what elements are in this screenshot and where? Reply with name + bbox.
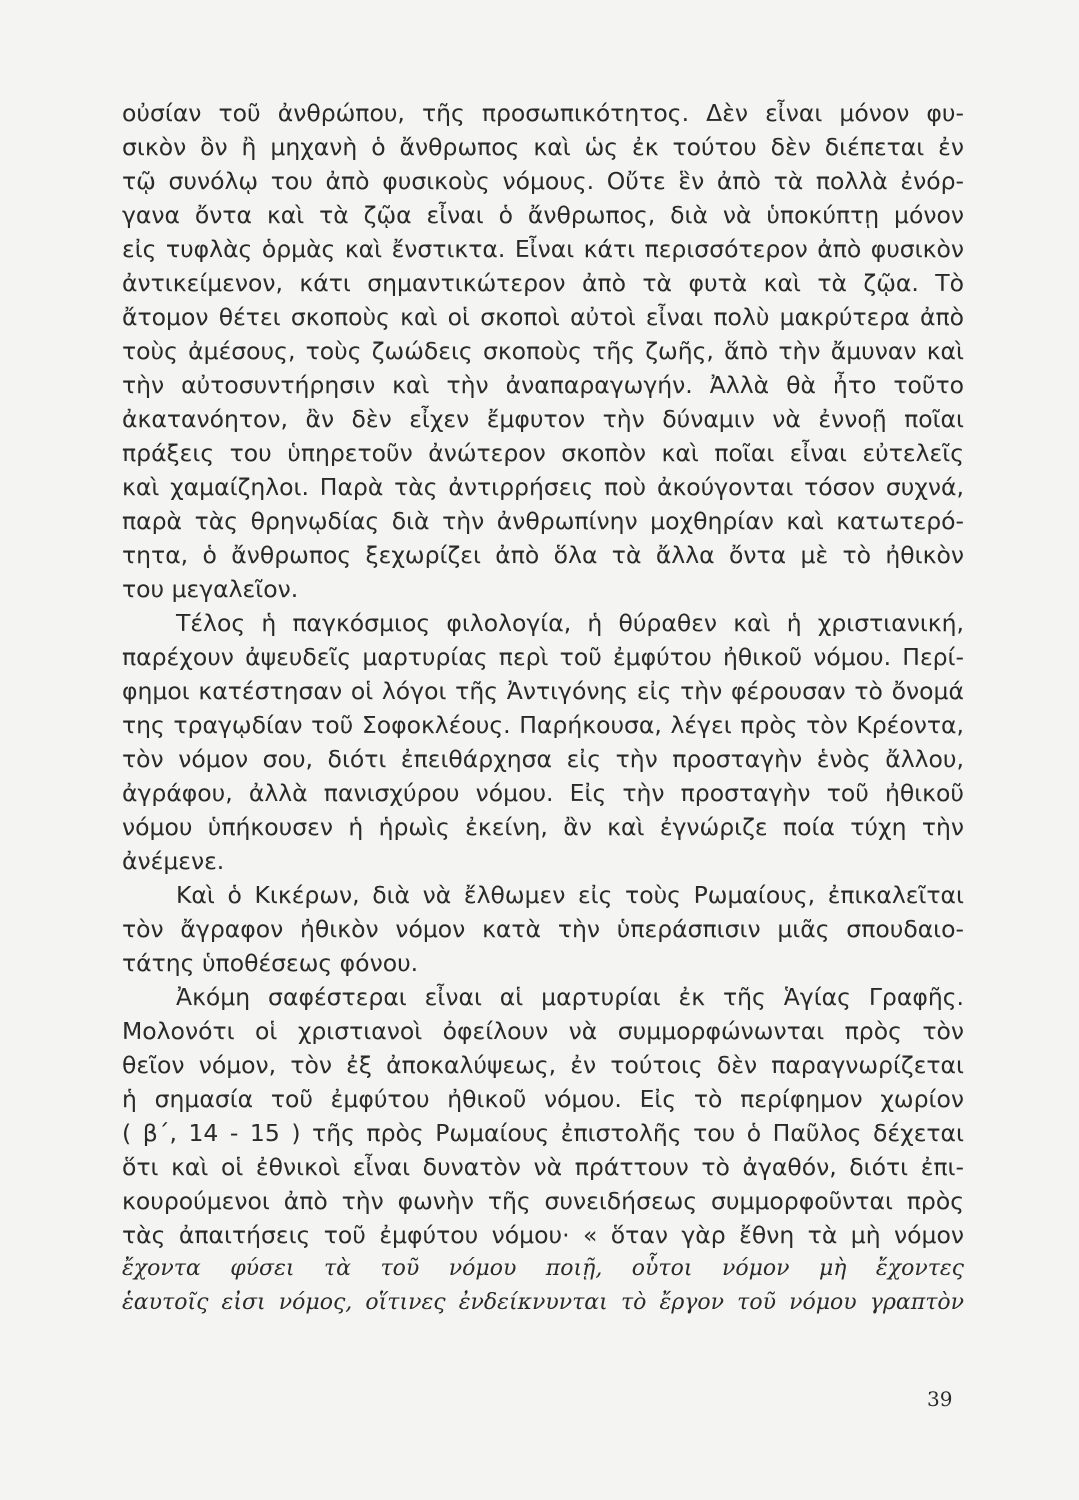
text-line: νόμου ὑπήκουσεν ἡ ἡρωὶς ἐκείνη, ἂν καὶ ἐγνώριζε ποία τύχη τὴν <box>122 813 964 841</box>
text-line: ἡ σημασία τοῦ ἐμφύτου ἠθικοῦ νόμου. Εἰς τὸ περίφημον χωρίον <box>122 1085 964 1113</box>
text-line: ἄτομον θέτει σκοποὺς καὶ οἱ σκοποὶ αὐτοὶ εἶναι πολὺ μακρύτερα ἀπὸ <box>122 303 964 331</box>
page-number: 39 <box>927 1387 953 1411</box>
body-text <box>122 96 964 1320</box>
text-line: Μολονότι οἱ χριστιανοὶ ὀφείλουν νὰ συμμορφώνωνται πρὸς τὸν <box>122 1017 964 1045</box>
text-line: Καὶ ὁ Κικέρων, διὰ νὰ ἔλθωμεν εἰς τοὺς Ρωμαίους, ἐπικαλεῖται <box>176 881 964 909</box>
text-line: ἀντικείμενον, κάτι σημαντικώτερον ἀπὸ τὰ φυτὰ καὶ τὰ ζῷα. Τὸ <box>122 269 964 297</box>
text-line: Ἀκόμη σαφέστεραι εἶναι αἱ μαρτυρίαι ἐκ τῆς Ἁγίας Γραφῆς. <box>176 983 964 1011</box>
paragraph-4 <box>122 980 964 1320</box>
text-line: εἰς τυφλὰς ὁρμὰς καὶ ἔνστικτα. Εἶναι κάτι περισσότερον ἀπὸ φυσικὸν <box>122 235 964 263</box>
quote-line: ἔχοντα φύσει τὰ τοῦ νόμου ποιῇ, οὗτοι νόμον μὴ ἔχοντες <box>122 1256 964 1281</box>
paragraph-3 <box>122 878 964 980</box>
text-line: του μεγαλεῖον. <box>122 575 299 603</box>
text-line: ἀγράφου, ἀλλὰ πανισχύρου νόμου. Εἰς τὴν προσταγὴν τοῦ ἠθικοῦ <box>122 779 964 807</box>
text-line: παρὰ τὰς θρηνῳδίας διὰ τὴν ἀνθρωπίνην μοχθηρίαν καὶ κατωτερό- <box>122 507 964 535</box>
text-line: σικὸν ὂν ἢ μηχανὴ ὁ ἄνθρωπος καὶ ὡς ἐκ τούτου δὲν διέπεται ἐν <box>122 133 964 161</box>
text-line: ὅτι καὶ οἱ ἐθνικοὶ εἶναι δυνατὸν νὰ πράττουν τὸ ἀγαθόν, διότι ἐπι- <box>122 1153 964 1181</box>
text-line: φημοι κατέστησαν οἱ λόγοι τῆς Ἀντιγόνης εἰς τὴν φέρουσαν τὸ ὄνομά <box>122 677 964 705</box>
paragraph-2 <box>122 606 964 878</box>
text-line: τητα, ὁ ἄνθρωπος ξεχωρίζει ἀπὸ ὅλα τὰ ἄλλα ὄντα μὲ τὸ ἠθικὸν <box>122 541 964 569</box>
text-line: οὐσίαν τοῦ ἀνθρώπου, τῆς προσωπικότητος. Δὲν εἶναι μόνον φυ- <box>122 99 964 127</box>
text-line: τὰς ἀπαιτήσεις τοῦ ἐμφύτου νόμου· « ὅταν γὰρ ἔθνη τὰ μὴ νόμον <box>122 1221 964 1249</box>
text-line: Τέλος ἡ παγκόσμιος φιλολογία, ἡ θύραθεν καὶ ἡ χριστιανική, <box>176 609 964 637</box>
text-line: τὸν νόμον σου, διότι ἐπειθάρχησα εἰς τὴν προσταγὴν ἑνὸς ἄλλου, <box>122 745 964 773</box>
quote-line: ἑαυτοῖς εἰσι νόμος, οἵτινες ἐνδείκνυνται τὸ ἔργον τοῦ νόμου γραπτὸν <box>122 1290 964 1315</box>
text-line: παρέχουν ἀψευδεῖς μαρτυρίας περὶ τοῦ ἐμφύτου ἠθικοῦ νόμου. Περί- <box>122 643 964 671</box>
paragraph-1 <box>122 96 964 606</box>
text-line: ἀνέμενε. <box>122 847 225 875</box>
text-line: της τραγῳδίαν τοῦ Σοφοκλέους. Παρήκουσα, λέγει πρὸς τὸν Κρέοντα, <box>122 711 964 739</box>
text-line: ἀκατανόητον, ἂν δὲν εἶχεν ἔμφυτον τὴν δύναμιν νὰ ἐννοῇ ποῖαι <box>122 405 964 433</box>
text-line: ( β΄, 14 - 15 ) τῆς πρὸς Ρωμαίους ἐπιστολῆς του ὁ Παῦλος δέχεται <box>122 1119 964 1147</box>
text-line: κουρούμενοι ἀπὸ τὴν φωνὴν τῆς συνειδήσεως συμμορφοῦνται πρὸς <box>122 1187 964 1215</box>
text-line: τῷ συνόλῳ του ἀπὸ φυσικοὺς νόμους. Οὔτε ἓν ἀπὸ τὰ πολλὰ ἐνόρ- <box>122 167 964 195</box>
text-line: θεῖον νόμον, τὸν ἐξ ἀποκαλύψεως, ἐν τούτοις δὲν παραγνωρίζεται <box>122 1051 964 1079</box>
text-line: πράξεις του ὑπηρετοῦν ἀνώτερον σκοπὸν καὶ ποῖαι εἶναι εὐτελεῖς <box>122 439 964 467</box>
text-line: γανα ὄντα καὶ τὰ ζῷα εἶναι ὁ ἄνθρωπος, διὰ νὰ ὑποκύπτῃ μόνον <box>122 201 964 229</box>
text-line: τὸν ἄγραφον ἠθικὸν νόμον κατὰ τὴν ὑπεράσπισιν μιᾶς σπουδαιο- <box>122 915 964 943</box>
text-line: τοὺς ἀμέσους, τοὺς ζωώδεις σκοποὺς τῆς ζωῆς, ἅπὸ τὴν ἄμυναν καὶ <box>122 337 964 365</box>
text-line: καὶ χαμαίζηλοι. Παρὰ τὰς ἀντιρρήσεις ποὺ ἀκούγονται τόσον συχνά, <box>122 473 964 501</box>
text-line: τάτης ὑποθέσεως φόνου. <box>122 949 419 977</box>
text-line: τὴν αὐτοσυντήρησιν καὶ τὴν ἀναπαραγωγήν. Ἀλλὰ θὰ ἦτο τοῦτο <box>122 371 964 399</box>
